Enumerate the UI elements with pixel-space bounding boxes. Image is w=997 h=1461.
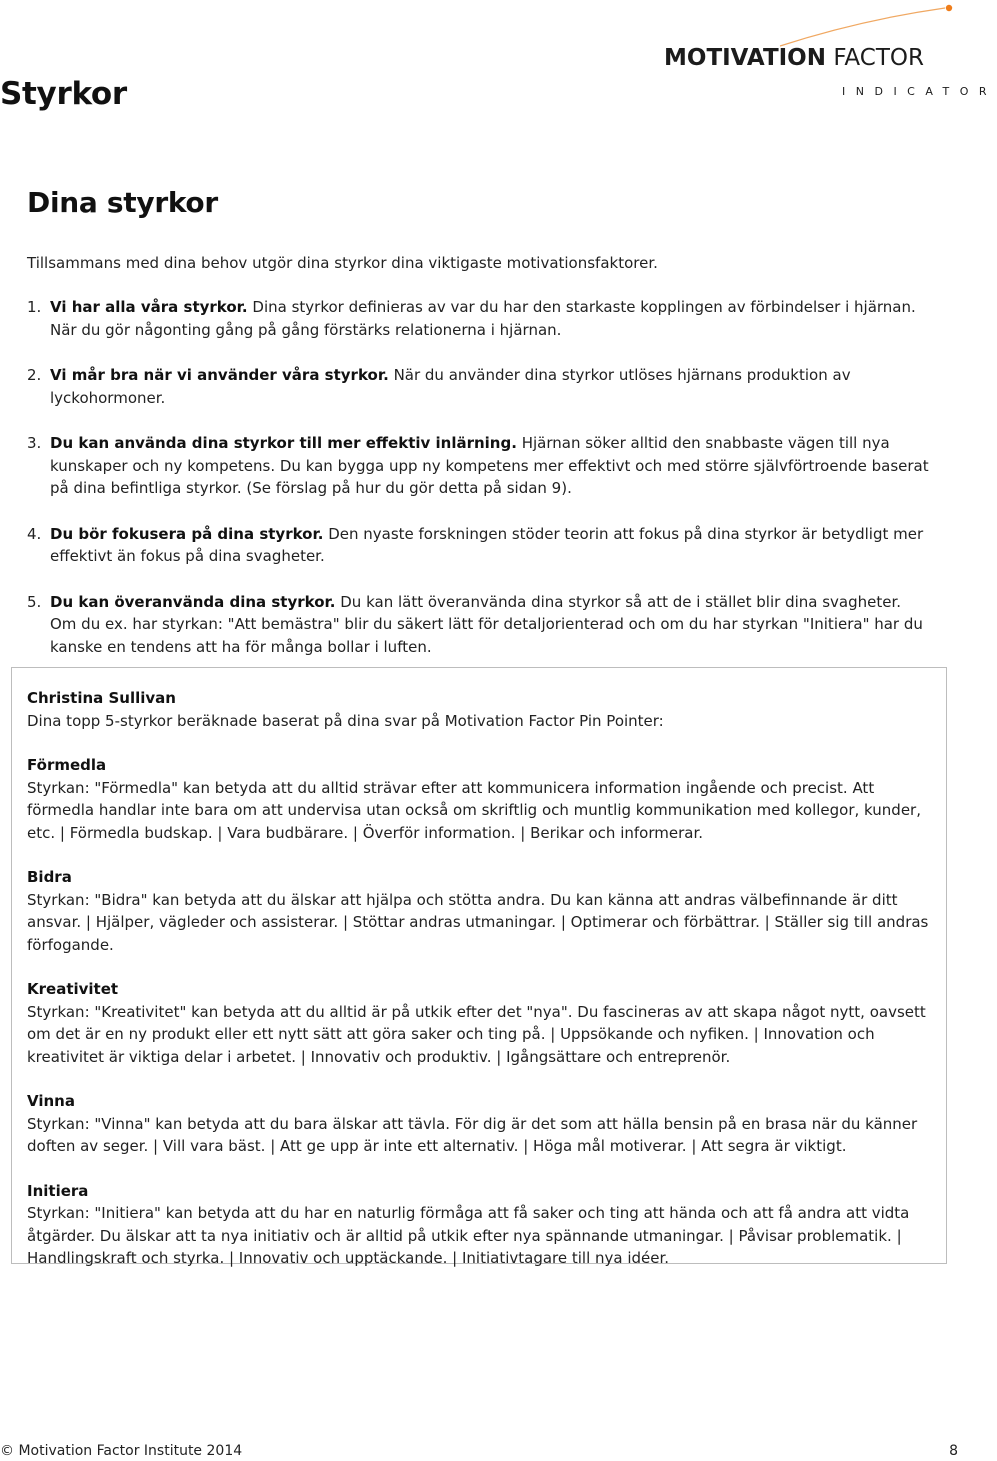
logo-wordmark: MOTIVATION FACTOR [664, 45, 924, 71]
strength-item [27, 1090, 932, 1158]
strength-name: Vinna [27, 1092, 75, 1110]
point-heading: Du kan använda dina styrkor till mer effektiv inlärning. [50, 434, 517, 452]
page-title: Styrkor [0, 76, 127, 112]
strength-name: Bidra [27, 868, 72, 886]
list-number: 1. [27, 298, 42, 316]
point-text: Du kan lätt överanvända dina styrkor så att de i stället blir dina svagheter. Om du ex. har styrkan: "Att bemästra" blir du säkert lätt för detaljorienterad och om du har styrkan "Initiera" har du kanske en tendens att ha för många bollar i luften. [50, 592, 923, 656]
point-text: När du använder dina styrkor utlöses hjärnans produktion av lyckohormoner. [50, 366, 851, 407]
strength-item [27, 866, 932, 956]
list-item [27, 432, 932, 500]
strength-item [27, 1180, 932, 1270]
list-item [27, 364, 932, 409]
list-item [27, 296, 932, 341]
list-item [27, 523, 932, 568]
point-heading: Vi har alla våra styrkor. [50, 298, 248, 316]
list-number: 3. [27, 434, 42, 452]
point-heading: Vi mår bra när vi använder våra styrkor. [50, 366, 389, 384]
footer-copyright: © Motivation Factor Institute 2014 [0, 1443, 243, 1459]
list-item [27, 591, 932, 659]
point-text: Dina styrkor definieras av var du har den starkaste kopplingen av förbindelser i hjärnan. När du gör någonting gång på gång förstärks relationerna i hjärnan. [50, 298, 916, 339]
strength-name: Initiera [27, 1181, 89, 1200]
page-number: 8 [949, 1443, 958, 1459]
strength-name: Kreativitet [27, 980, 119, 998]
section-intro: Tillsammans med dina behov utgör dina styrkor dina viktigaste motivationsfaktorer. [27, 254, 658, 272]
section-title: Dina styrkor [27, 186, 218, 219]
strength-description: Styrkan: "Förmedla" kan betyda att du alltid strävar efter att kommunicera information ingående och precist. Att förmedla handlar inte bara om att undervisa utan också om skriftlig och muntlig kommunikation med kollegor, kunder, etc. | Förmedla budskap. | Vara budbärare. | Överför information. | Berikar och informerar. [27, 778, 921, 842]
list-number: 2. [27, 366, 42, 384]
strength-description: Styrkan: "Bidra" kan betyda att du älskar att hjälpa och stötta andra. Du kan känna att andras välbefinnande är ditt ansvar. | Hjälper, vägleder och assisterar. | Stöttar andras utmaningar. | Optimerar och förbättrar. | Ställer sig till andras förfogande. [27, 890, 929, 954]
profile-intro: Dina topp 5-styrkor beräknade baserat på dina svar på Motivation Factor Pin Pointer: [27, 711, 664, 730]
point-heading: Du bör fokusera på dina styrkor. [50, 524, 324, 543]
strength-item [27, 754, 932, 844]
point-text: Hjärnan söker alltid den snabbaste vägen till nya kunskaper och ny kompetens. Du kan bygga upp ny kompetens mer effektivt och med större självförtroende baserat på dina befintliga styrkor. (Se förslag på hur du gör detta på sidan 9). [50, 434, 929, 497]
strength-item [27, 978, 932, 1068]
point-heading: Du kan överanvända dina styrkor. [50, 592, 336, 611]
profile-strengths-box [11, 667, 947, 1267]
point-text: Den nyaste forskningen stöder teorin att fokus på dina styrkor är betydligt mer effektivt än fokus på dina svagheter. [50, 524, 924, 565]
strength-description: Styrkan: "Vinna" kan betyda att du bara älskar att tävla. För dig är det som att hälla bensin på en brasa när du känner doften av seger. | Vill vara bäst. | Att ge upp är inte ett alternativ. | Höga mål motiverar. | Att segra är viktigt. [27, 1114, 918, 1155]
strength-description: Styrkan: "Initiera" kan betyda att du har en naturlig förmåga att få saker och ting att hända och att få andra att vidta åtgärder. Du älskar att ta nya initiativ och är alltid på utkik efter nya spännande utmaningar. | Påvisar problematik. | Handlingskraft och styrka. | Innovativ och upptäckande. | Initiativtagare till nya idéer. [27, 1204, 910, 1267]
strength-description: Styrkan: "Kreativitet" kan betyda att du alltid är på utkik efter det "nya". Du fascineras av att skapa något nytt, oavsett om det är en ny produkt eller ett nytt sätt att göra saker och ting på. | Uppsökande och nyfiken. | Innovation och kreativitet är viktiga delar i arbetet. | Innovativ och produktiv. | Igångsättare och entreprenör. [27, 1002, 926, 1066]
list-number: 5. [27, 592, 42, 611]
motivation-factor-logo [660, 2, 997, 102]
list-number: 4. [27, 524, 42, 543]
logo-subtitle: INDICATOR [842, 85, 997, 98]
strength-points-list [27, 296, 932, 681]
strength-name: Förmedla [27, 756, 107, 774]
person-name: Christina Sullivan [27, 689, 176, 707]
